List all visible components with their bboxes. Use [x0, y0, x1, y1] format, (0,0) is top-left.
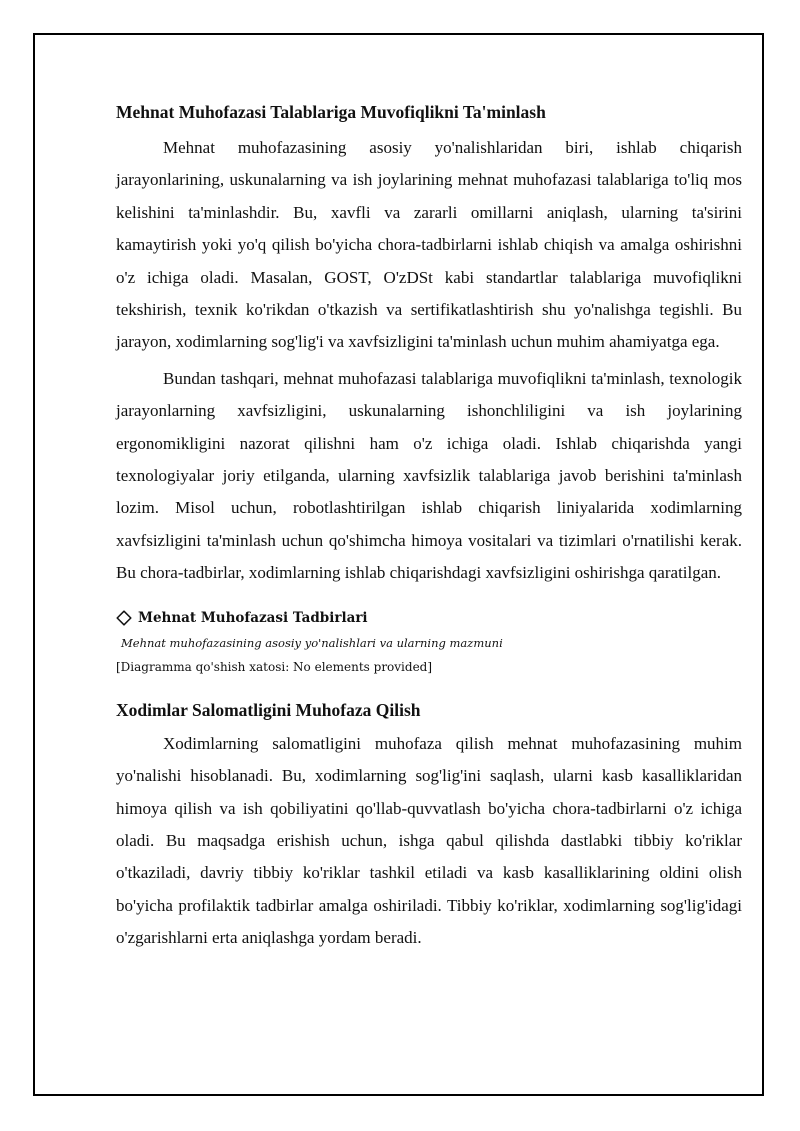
section-heading-compliance: Mehnat Muhofazasi Talablariga Muvofiqlikni Ta'minlash	[116, 102, 546, 122]
diagram-title-text: Mehnat Muhofazasi Tadbirlari	[138, 609, 368, 626]
diagram-error-message: [Diagramma qo'shish xatosi: No elements provided]	[116, 659, 433, 674]
paragraph: Xodimlarning salomatligini muhofaza qilish mehnat muhofazasining muhim yo'nalishi hisoblanadi. Bu, xodimlarning sog'lig'ini saqlash, ularni kasb kasalliklaridan himoya qilish va ish qobiliyatini qo'llab-quvvatlash bo'yicha chora-tadbirlarni o'z ichiga oladi. Bu maqsadga erishish uchun, ishga qabul qilishda dastlabki tibbiy ko'riklar o'tkaziladi, davriy tibbiy ko'riklar tashkil etiladi va kasb kasalliklarining oldini olish bo'yicha profilaktik tadbirlar amalga oshiriladi. Tibbiy ko'riklar, xodimlarning sog'lig'idagi o'zgarishlarni erta aniqlashga yordam beradi.	[116, 733, 742, 948]
section-heading-health: Xodimlar Salomatligini Muhofaza Qilish	[116, 699, 421, 720]
document-body	[116, 98, 742, 955]
paragraph: Bundan tashqari, mehnat muhofazasi talablariga muvofiqlikni ta'minlash, texnologik jarayonlarning xavfsizligini, uskunalarning ishonchliligini va ish joylarining ergonomikligini nazorat qilishni ham o'z ichiga oladi. Ishlab chiqarishda yangi texnologiyalar joriy etilganda, ularning xavfsizlik talablariga javob berishini ta'minlash lozim. Misol uchun, robotlashtirilgan ishlab chiqarish liniyalarida xodimlarning xavfsizligini ta'minlash uchun qo'shimcha himoya vositalari va tizimlari o'rnatilishi kerak. Bu chora-tadbirlar, xodimlarning ishlab chiqarishdagi xavfsizligini oshirishga qaratilgan.	[116, 368, 742, 583]
tag-icon	[116, 610, 132, 626]
paragraph: Mehnat muhofazasining asosiy yo'nalishlaridan biri, ishlab chiqarish jarayonlarining, uskunalarning va ish joylarining mehnat muhofazasi talablariga to'liq mos kelishini ta'minlashdir. Bu, xavfli va zararli omillarni aniqlash, ularning ta'sirini kamaytirish yoki yo'q qilish bo'yicha chora-tadbirlarni ishlab chiqish va amalga oshirishni o'z ichiga oladi. Masalan, GOST, O'zDSt kabi standartlar talablariga muvofiqlikni tekshirish, texnik ko'rikdan o'tkazish va sertifikatlashtirish shu yo'nalishga tegishli. Bu jarayon, xodimlarning sog'lig'i va xavfsizligini ta'minlash uchun muhim ahamiyatga ega.	[116, 138, 742, 352]
diagram-subtitle: Mehnat muhofazasining asosiy yo'nalishlari va ularning mazmuni	[121, 635, 503, 650]
diagram-title	[116, 608, 742, 628]
